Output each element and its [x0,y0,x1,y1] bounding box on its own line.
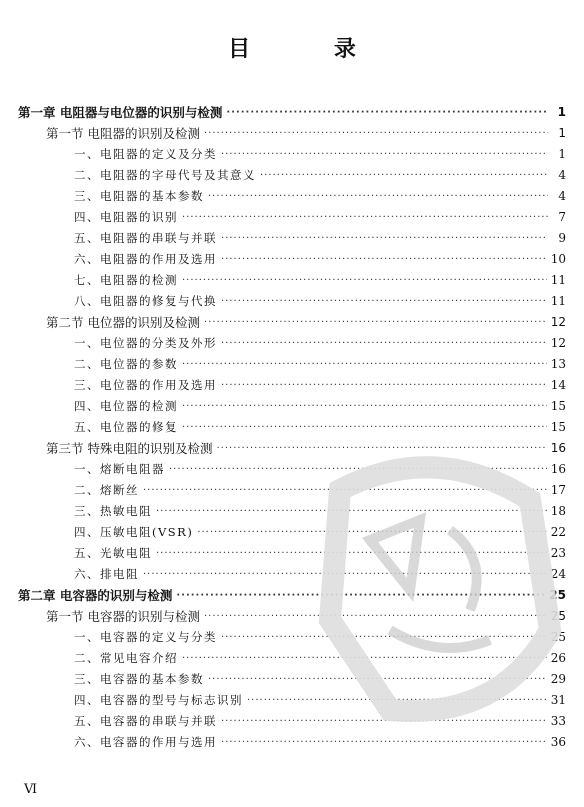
toc-dot-leader [204,128,548,139]
toc-page-number: 9 [558,231,566,245]
toc-page-number: 36 [550,735,566,749]
toc-entry-label: 一、电容器的定义与分类 [74,630,217,644]
toc-dot-leader [221,632,547,643]
toc-entry-label: 一、熔断电阻器 [74,462,165,476]
toc-dot-leader [247,695,547,706]
toc-page-number: 24 [550,567,566,581]
toc-dot-leader [182,401,547,412]
toc-entry-label: 六、排电阻 [74,567,139,581]
toc-page-number: 11 [550,273,566,287]
toc-dot-leader [182,422,547,433]
toc-dot-leader [221,737,547,748]
toc-entry-label: 五、光敏电阻 [74,546,152,560]
toc-subsection-row[interactable] [74,563,566,585]
toc-page-number: 4 [558,168,566,182]
toc-entry-label: 第一节 电容器的识别与检测 [46,609,200,624]
toc-dot-leader [221,338,547,349]
toc-entry-label: 第一节 电阻器的识别及检测 [46,126,200,141]
toc-dot-leader [221,233,548,244]
toc-entry-label: 四、电位器的检测 [74,399,178,413]
page-number-footer: Ⅵ [24,782,38,797]
toc-subsection-row[interactable] [74,710,566,732]
toc-dot-leader [221,716,547,727]
toc-entry-label: 三、电阻器的基本参数 [74,189,204,203]
toc-dot-leader [176,590,545,601]
toc-page-number: 16 [550,441,566,455]
toc-subsection-row[interactable] [74,416,566,438]
toc-page-number: 25 [550,609,566,623]
toc-dot-leader [169,464,547,475]
toc-dot-leader [182,275,547,286]
toc-entry-label: 二、熔断丝 [74,483,139,497]
toc-subsection-row[interactable] [74,542,566,564]
toc-dot-leader [182,653,547,664]
toc-dot-leader [197,527,546,538]
page-title: 目 录 [228,37,394,62]
toc-subsection-row[interactable] [74,479,566,501]
toc-dot-leader [260,170,548,181]
toc-page-number: 1 [557,105,566,119]
toc-entry-label: 二、常见电容介绍 [74,651,178,665]
toc-page-number: 7 [558,210,566,224]
toc-page-number: 29 [550,672,566,686]
toc-entry-label: 四、压敏电阻(VSR) [74,525,194,539]
toc-entry-label: 第三节 特殊电阻的识别及检测 [46,441,213,456]
toc-subsection-row[interactable] [74,353,566,375]
toc-page-number: 26 [550,651,566,665]
toc-entry-label: 四、电容器的型号与标志识别 [74,693,243,707]
toc-page-number: 4 [558,189,566,203]
toc-entry-label: 第二节 电位器的识别及检测 [46,315,200,330]
toc-subsection-row[interactable] [74,458,566,480]
toc-dot-leader [208,191,548,202]
toc-subsection-row[interactable] [74,500,566,522]
toc-entry-label: 二、电阻器的字母代号及其意义 [74,168,256,182]
toc-page-number: 15 [550,420,566,434]
toc-subsection-row[interactable] [74,206,566,228]
toc-entry-label: 第二章 电容器的识别与检测 [18,588,173,603]
toc-subsection-row[interactable] [74,164,566,186]
toc-subsection-row[interactable] [74,269,566,291]
toc-entry-label: 第一章 电阻器与电位器的识别与检测 [18,105,223,120]
toc-page-number: 25 [549,588,566,602]
toc-dot-leader [156,548,547,559]
toc-subsection-row[interactable] [74,647,566,669]
toc-dot-leader [221,149,548,160]
toc-chapter-row[interactable] [18,584,566,606]
toc-dot-leader [204,611,547,622]
toc-dot-leader [182,359,547,370]
toc-dot-leader [182,212,548,223]
toc-page-number: 15 [550,399,566,413]
toc-page-number: 14 [550,378,566,392]
toc-page-number: 13 [550,357,566,371]
toc-dot-leader [156,506,547,517]
toc-page-number: 25 [550,630,566,644]
toc-entry-label: 五、电位器的修复 [74,420,178,434]
toc-section-row[interactable] [46,605,566,627]
toc-page-number: 12 [550,315,566,329]
toc-dot-leader [221,254,547,265]
toc-section-row[interactable] [46,122,566,144]
toc-page-number: 33 [550,714,566,728]
toc-entry-label: 三、电容器的基本参数 [74,672,204,686]
toc-page-number: 10 [550,252,566,266]
toc-page-number: 22 [550,525,566,539]
toc-dot-leader [208,674,547,685]
toc-page-number: 11 [550,294,566,308]
toc-subsection-row[interactable] [74,227,566,249]
toc-entry-label: 三、热敏电阻 [74,504,152,518]
toc-page-number: 23 [550,546,566,560]
toc-entry-label: 四、电阻器的识别 [74,210,178,224]
toc-entry-label: 五、电阻器的串联与并联 [74,231,217,245]
toc-page-number: 17 [550,483,566,497]
toc-chapter-row[interactable] [18,101,566,123]
toc-page-number: 1 [558,147,566,161]
toc-subsection-row[interactable] [74,668,566,690]
toc-entry-label: 七、电阻器的检测 [74,273,178,287]
toc-entry-label: 三、电位器的作用及选用 [74,378,217,392]
toc-entry-label: 一、电位器的分类及外形 [74,336,217,350]
toc-subsection-row[interactable] [74,185,566,207]
toc-dot-leader [226,107,548,118]
toc-subsection-row[interactable] [74,395,566,417]
toc-entry-label: 八、电阻器的修复与代换 [74,294,217,308]
toc-subsection-row[interactable] [74,731,566,753]
toc-page-number: 31 [550,693,566,707]
toc-section-row[interactable] [46,311,566,333]
toc-dot-leader [204,317,547,328]
toc-entry-label: 六、电阻器的作用及选用 [74,252,217,266]
toc-section-row[interactable] [46,437,566,459]
toc-dot-leader [216,443,546,454]
toc-subsection-row[interactable] [74,374,566,396]
toc-subsection-row[interactable] [74,332,566,354]
toc-subsection-row[interactable] [74,290,566,312]
toc-entry-label: 五、电容器的串联与并联 [74,714,217,728]
toc-subsection-row[interactable] [74,143,566,165]
toc-subsection-row[interactable] [74,626,566,648]
toc-dot-leader [143,485,547,496]
toc-page-number: 12 [550,336,566,350]
toc-dot-leader [143,569,547,580]
toc-dot-leader [221,296,547,307]
toc-subsection-row[interactable] [74,689,566,711]
toc-subsection-row[interactable] [74,248,566,270]
toc-page-number: 1 [558,126,566,140]
toc-dot-leader [221,380,547,391]
toc-subsection-row[interactable] [74,521,566,543]
toc-page-number: 16 [550,462,566,476]
toc-entry-label: 六、电容器的作用与选用 [74,735,217,749]
toc-entry-label: 二、电位器的参数 [74,357,178,371]
toc-entry-label: 一、电阻器的定义及分类 [74,147,217,161]
toc-page-number: 18 [550,504,566,518]
